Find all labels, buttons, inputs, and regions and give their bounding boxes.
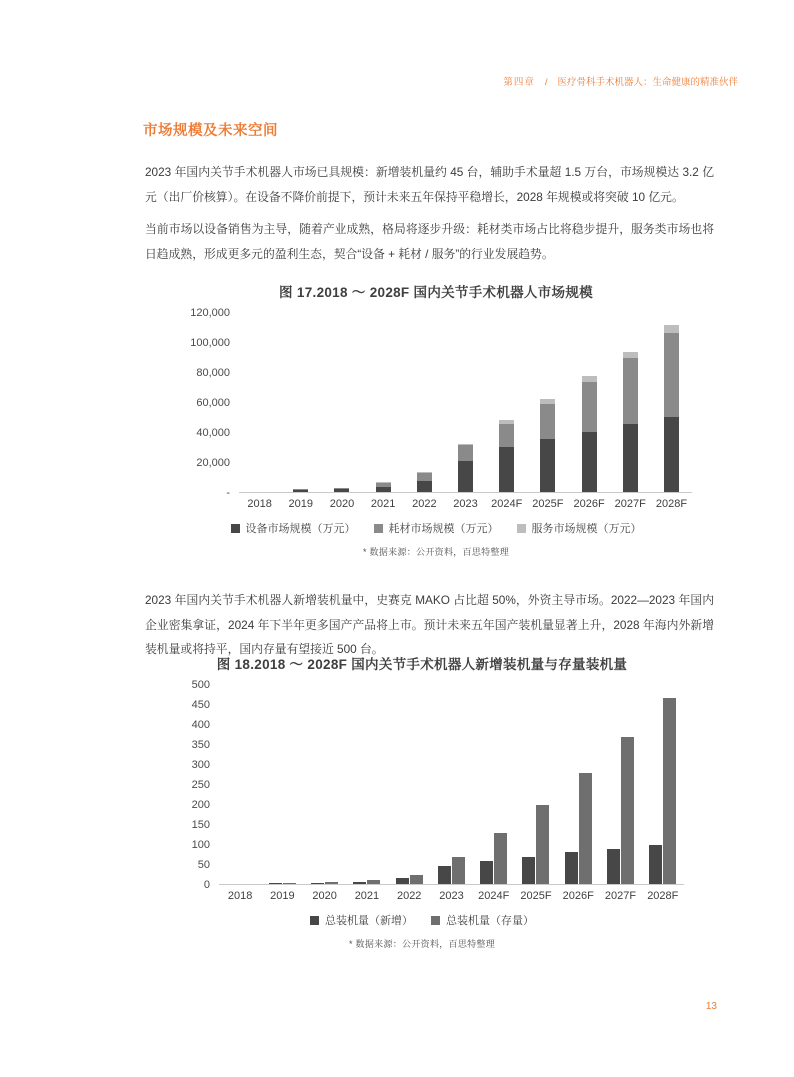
- bar-segment: [664, 325, 679, 333]
- chart-18-x-axis: [219, 885, 684, 902]
- bar-group-2028F: [642, 685, 684, 884]
- y-tick-label: 50: [197, 859, 210, 871]
- bar-group-2027F: [610, 313, 651, 492]
- bar: [579, 773, 592, 884]
- x-tick-label: 2023: [453, 498, 478, 510]
- x-tick-label: 2023: [439, 890, 464, 902]
- bar: [621, 737, 634, 884]
- x-tick-label: 2020: [312, 890, 337, 902]
- y-tick-label: -: [226, 487, 230, 499]
- bar-group-2027F: [599, 685, 641, 884]
- bar-segment: [623, 358, 638, 424]
- x-tick-label: 2019: [288, 498, 314, 510]
- chart-18-y-axis: [160, 679, 210, 891]
- chart-18-plot: [219, 685, 684, 885]
- y-tick-label: 100: [191, 839, 210, 851]
- bar: [494, 833, 507, 884]
- x-tick-label: 2025F: [520, 890, 552, 902]
- bar-group-2028F: [651, 313, 692, 492]
- paragraph-market-scale: 2023 年国内关节手术机器人市场已具规模：新增装机量约 45 台，辅助手术量超 1.5 万台，市场规模达 3.2 亿元（出厂价核算）。在设备不降价前提下，预计未来五年保持平稳增长，2028 年规模或将突破 10 亿元。: [145, 165, 714, 204]
- bar-segment: [417, 481, 432, 492]
- legend-swatch: [231, 524, 240, 533]
- bar: [663, 698, 676, 884]
- bar: [269, 883, 282, 884]
- bar-segment: [664, 417, 679, 492]
- legend-item: [374, 520, 499, 536]
- x-tick-label: 2018: [227, 890, 253, 902]
- chapter-label: 第四章: [503, 77, 535, 88]
- bar-group-2020: [321, 313, 362, 492]
- bar: [480, 861, 493, 884]
- bar-segment: [623, 424, 638, 492]
- bar-segment: [293, 490, 308, 492]
- bar: [438, 866, 451, 884]
- legend-label: 总装机量（新增）: [325, 915, 413, 927]
- bar-segment: [664, 333, 679, 417]
- bar-group-2018: [239, 313, 280, 492]
- paragraph-installed-base: 2023 年国内关节手术机器人新增装机量中，史赛克 MAKO 占比超 50%，外资主导市场。2022—2023 年国内企业密集拿证，2024 年下半年更多国产产品将上市。预计未来五年国产装机量显著上升，2028 年海内外新增装机量或将持平，国内存量有望接近 500 台。: [145, 593, 714, 656]
- chart-18-install-base: [160, 653, 684, 950]
- legend-swatch: [374, 524, 383, 533]
- bar-group-2019: [261, 685, 303, 884]
- bar-group-2024F: [473, 685, 515, 884]
- x-tick-label: 2027F: [614, 498, 646, 510]
- bar-segment: [458, 445, 473, 461]
- page-header: [503, 74, 738, 88]
- x-tick-label: 2028F: [647, 890, 679, 902]
- legend-item: [310, 912, 413, 928]
- bar: [396, 878, 409, 884]
- bar-segment: [499, 424, 514, 447]
- bar-segment: [417, 473, 432, 481]
- bar-group-2025F: [515, 685, 557, 884]
- bar-group-2021: [346, 685, 388, 884]
- bar-group-2026F: [569, 313, 610, 492]
- x-tick-label: 2026F: [573, 498, 605, 510]
- chart-17-legend: [180, 520, 692, 536]
- legend-label: 设备市场规模（万元）: [245, 523, 356, 535]
- bar-group-2026F: [557, 685, 599, 884]
- chart-18-legend: [160, 912, 684, 928]
- x-tick-label: 2024F: [491, 498, 523, 510]
- bar-group-2024F: [486, 313, 527, 492]
- bar-group-2018: [219, 685, 261, 884]
- y-tick-label: 20,000: [196, 457, 230, 469]
- y-tick-label: 100,000: [190, 337, 230, 349]
- bar-group-2023: [430, 685, 472, 884]
- x-tick-label: 2018: [247, 498, 272, 510]
- bar-segment: [540, 404, 555, 439]
- bar-segment: [376, 487, 391, 492]
- chart-17-title: 图 17.2018 ～ 2028F 国内关节手术机器人市场规模: [279, 285, 593, 300]
- x-tick-label: 2022: [412, 498, 437, 510]
- paragraph-market-structure: 当前市场以设备销售为主导，随着产业成熟，格局将逐步升级：耗材类市场占比将稳步提升，服务类市场也将日趋成熟，形成更多元的盈利生态，契合“设备 + 耗材 / 服务”的行业发展趋势。: [145, 222, 714, 261]
- y-tick-label: 40,000: [196, 427, 230, 439]
- bar-segment: [582, 432, 597, 492]
- bar: [522, 857, 535, 884]
- bar: [607, 849, 620, 884]
- bar-segment: [582, 382, 597, 432]
- y-tick-label: 150: [191, 819, 210, 831]
- y-tick-label: 200: [191, 799, 210, 811]
- chart-17-source: * 数据来源：公开资料，百思特整理: [362, 547, 510, 557]
- bar-group-2025F: [527, 313, 568, 492]
- y-tick-label: 0: [203, 879, 210, 891]
- x-tick-label: 2028F: [655, 498, 688, 510]
- legend-item: [231, 520, 356, 536]
- y-tick-label: 80,000: [196, 367, 230, 379]
- header-title: 医疗骨科手术机器人：生命健康的精准伙伴: [557, 77, 738, 88]
- chart-17-plot: [239, 313, 692, 493]
- page-number: 13: [705, 1001, 717, 1012]
- x-tick-label: 2027F: [604, 890, 637, 902]
- chart-17-market-size: [180, 281, 692, 558]
- legend-swatch: [431, 916, 440, 925]
- bar: [565, 852, 578, 884]
- section-title: 市场规模及未来空间: [143, 123, 278, 139]
- x-tick-label: 2019: [270, 890, 295, 902]
- y-tick-label: 300: [191, 759, 210, 771]
- y-tick-label: 400: [191, 719, 210, 731]
- y-tick-label: 450: [191, 699, 210, 711]
- bar: [649, 845, 662, 884]
- x-tick-label: 2021: [370, 498, 396, 510]
- header-separator: /: [544, 77, 548, 88]
- bar-group-2019: [280, 313, 321, 492]
- bar-segment: [334, 489, 349, 492]
- legend-item: [517, 520, 642, 536]
- x-tick-label: 2024F: [478, 890, 510, 902]
- bar: [325, 882, 338, 884]
- legend-label: 总装机量（存量）: [446, 915, 534, 927]
- legend-item: [431, 912, 534, 928]
- bar: [536, 805, 549, 884]
- bar-segment: [540, 439, 555, 492]
- y-tick-label: 250: [191, 779, 210, 791]
- y-tick-label: 500: [191, 679, 210, 691]
- bar: [353, 882, 366, 884]
- bar-group-2023: [445, 313, 486, 492]
- legend-label: 服务市场规模（万元）: [531, 523, 642, 535]
- bar-group-2021: [363, 313, 404, 492]
- chart-18-title: 图 18.2018 ～ 2028F 国内关节手术机器人新增装机量与存量装机量: [216, 657, 628, 672]
- x-tick-label: 2020: [329, 498, 355, 510]
- chart-18-source: * 数据来源：公开资料，百思特整理: [348, 939, 496, 949]
- bar-group-2022: [388, 685, 430, 884]
- y-tick-label: 60,000: [196, 397, 230, 409]
- bar: [311, 883, 324, 884]
- legend-swatch: [310, 916, 319, 925]
- legend-label: 耗材市场规模（万元）: [388, 523, 499, 535]
- x-tick-label: 2026F: [562, 890, 594, 902]
- bar-group-2020: [304, 685, 346, 884]
- bar-segment: [499, 447, 514, 492]
- x-tick-label: 2025F: [532, 498, 564, 510]
- x-tick-label: 2022: [396, 890, 422, 902]
- bar-group-2022: [404, 313, 445, 492]
- chart-17-x-axis: [239, 493, 692, 510]
- x-tick-label: 2021: [354, 890, 380, 902]
- y-tick-label: 120,000: [190, 307, 230, 319]
- chart-17-y-axis: [180, 307, 230, 499]
- bar: [410, 875, 423, 884]
- bar: [452, 857, 465, 884]
- legend-swatch: [517, 524, 526, 533]
- bar-segment: [458, 461, 473, 492]
- y-tick-label: 350: [191, 739, 210, 751]
- bar: [367, 880, 380, 884]
- bar: [283, 883, 296, 884]
